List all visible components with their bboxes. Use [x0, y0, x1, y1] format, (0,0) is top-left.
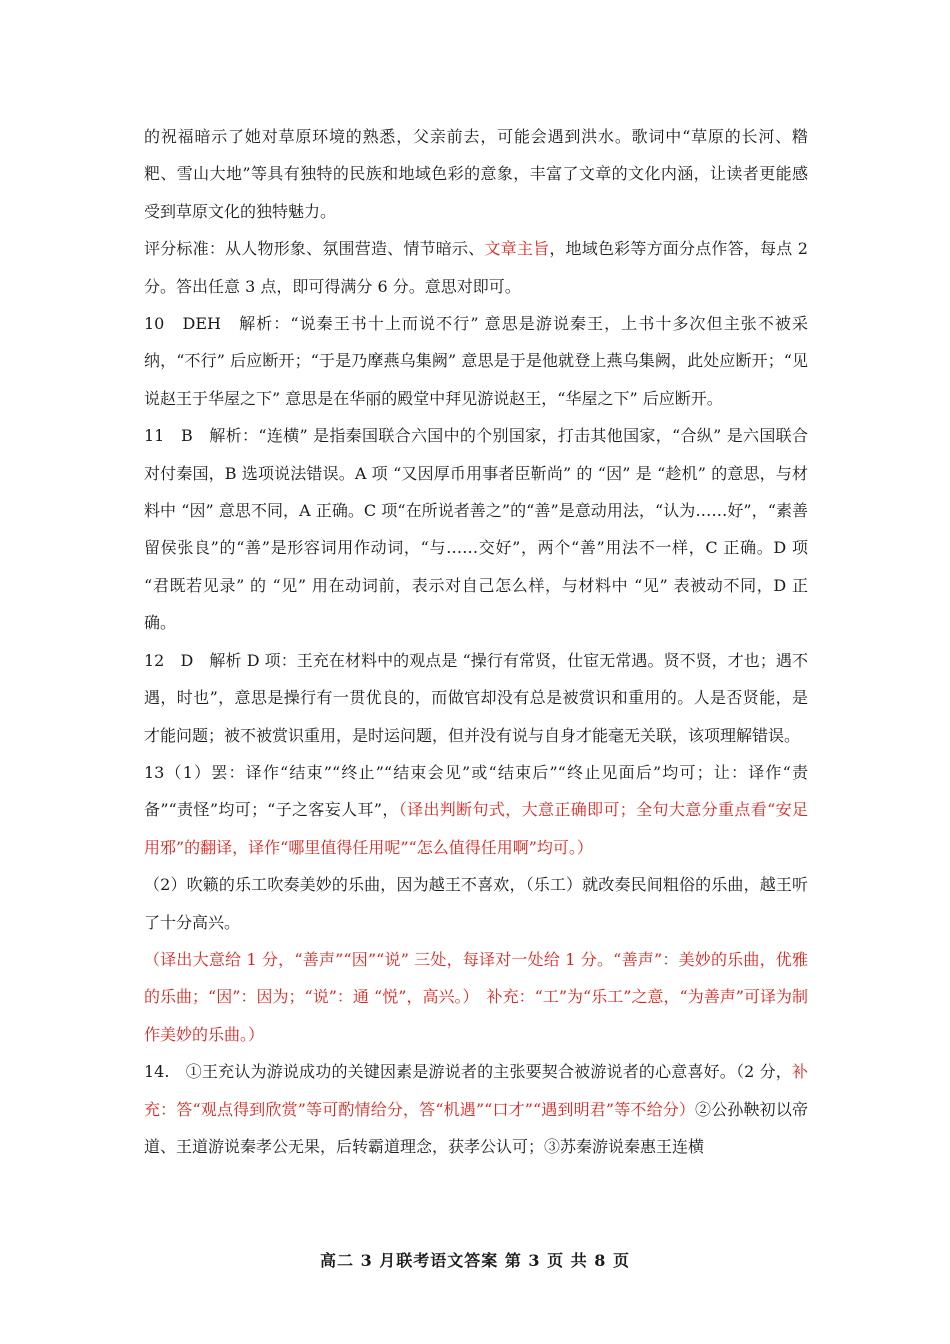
- answer-paragraph: [144, 118, 808, 230]
- answer-paragraph: [144, 754, 808, 866]
- paragraph-text: 10 DEH 解析：“说秦王书十上而说不行” 意思是游说秦王，上书十多次但主张不被采纳，“不行” 后应断开；“于是乃摩燕乌集阙” 意思是于是他就登上燕乌集阙，此处应断开；“见说赵王于华屋之下” 意思是在华丽的殿堂中拜见游说赵王，“华屋之下” 后应断开。: [144, 314, 808, 408]
- answer-paragraph: [144, 417, 808, 641]
- red-annotation-text: （译出大意给 1 分，“善声”“因”“说” 三处，每译对一处给 1 分。“善声”：美妙的乐曲，优雅的乐曲；“因”：因为；“说”：通 “悦”，高兴。） 补充：“工”为“乐工”之意，“为善声”可译为制作美妙的乐曲。）: [144, 949, 808, 1044]
- paragraph-text: ②公孙鞅初以帝道、王道游说秦孝公无果，后转霸道理念，获孝公认可；③苏秦游说秦惠王连横: [144, 1099, 808, 1156]
- paragraph-text: 12 D 解析 D 项：王充在材料中的观点是 “操行有常贤，仕宦无常遇。贤不贤，才也；遇不遇，时也”，意思是操行有一贯优良的，而做官却没有总是被赏识和重用的。人是否贤能，是才能问题；被不被赏识重用，是时运问题，但并没有说与自身才能毫无关联，该项理解错误。: [144, 650, 808, 745]
- answer-paragraph: [144, 305, 808, 417]
- answer-paragraph: [144, 1053, 808, 1165]
- red-annotation-text: 文章主旨: [484, 239, 550, 259]
- paragraph-text: 评分标准：从人物形象、氛围营造、情节暗示、: [144, 239, 485, 259]
- page-footer: 高二 3 月联考语文答案 第 3 页 共 8 页: [320, 1251, 630, 1270]
- red-annotation-text: （译出判断句式，大意正确即可；全句大意分重点看“安足用邪”的翻译，译作“哪里值得任用呢”“怎么值得任用啊”均可。）: [144, 800, 808, 857]
- paragraph-text: ，地域色彩等方面分点作答，每点 2 分。答出任意 3 点，即可得满分 6 分。意思对即可。: [144, 239, 808, 296]
- paragraph-text: 14. ①王充认为游说成功的关键因素是游说者的主张要契合被游说者的心意喜好。（2 分，: [144, 1062, 792, 1082]
- answer-key-body: [144, 118, 808, 1165]
- red-annotation-text: 补充：答“观点得到欣赏”等可酌情给分，答“机遇”“口才”“遇到明君”等不给分）: [144, 1062, 808, 1119]
- answer-paragraph: [144, 230, 808, 305]
- paragraph-text: 13（1）罢：译作“结束”“终止”“结束会见”或“结束后”“终止见面后”均可；让：译作“责备”“责怪”均可；“子之客妄人耳”，: [144, 762, 808, 820]
- paragraph-text: 的祝福暗示了她对草原环境的熟悉，父亲前去，可能会遇到洪水。歌词中“草原的长河、糌粑、雪山大地”等具有独特的民族和地域色彩的意象，丰富了文章的文化内涵，让读者更能感受到草原文化的独特魅力。: [144, 127, 808, 221]
- answer-paragraph: [144, 941, 808, 1053]
- answer-paragraph: [144, 866, 808, 941]
- paragraph-text: （2）吹籁的乐工吹奏美妙的乐曲，因为越王不喜欢，（乐工）就改奏民间粗俗的乐曲，越王听了十分高兴。: [144, 875, 808, 932]
- answer-paragraph: [144, 642, 808, 754]
- paragraph-text: 11 B 解析：“连横” 是指秦国联合六国中的个别国家，打击其他国家，“合纵” 是六国联合对付秦国，B 选项说法错误。A 项 “又因厚币用事者臣靳尚” 的 “因” 是 “趁机” 的意思，与材料中 “因” 意思不同，A 正确。C 项“在所说者善之”的“善”是意动用法，“认为……好”，“素善留侯张良”的“善”是形容词用作动词，“与……交好”，两个“善”用法不一样，C 正确。D 项 “君既若见录” 的 “见” 用在动词前，表示对自己怎么样，与材料中 “见” 表被动不同，D 正确。: [144, 426, 808, 633]
